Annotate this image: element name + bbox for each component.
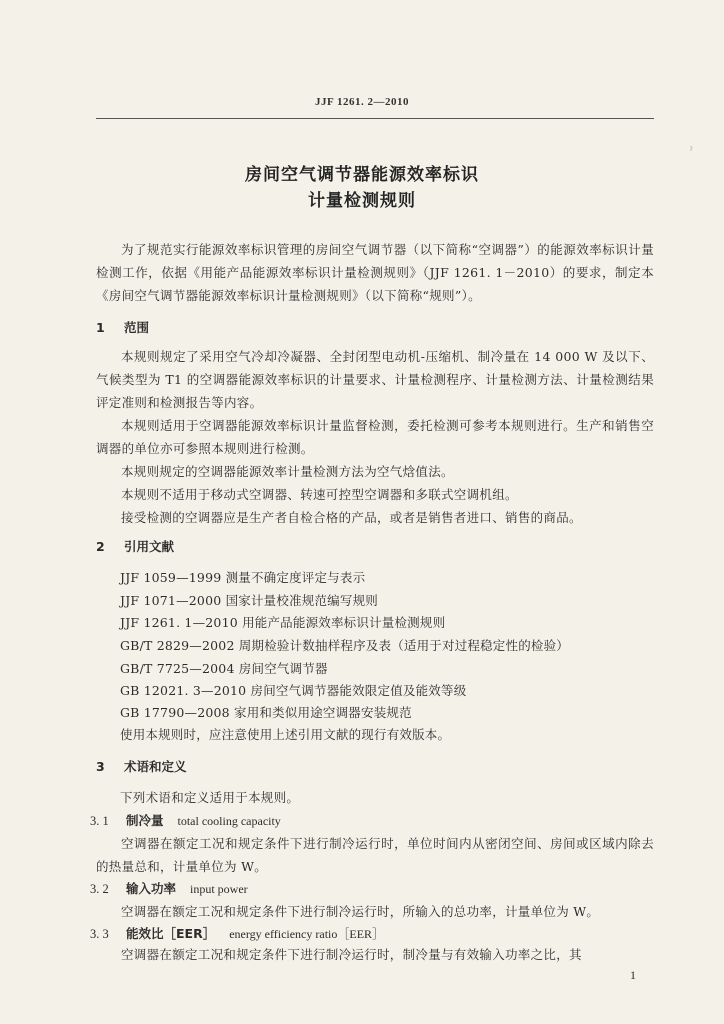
section-1-paragraph: 本规则规定了采用空气冷却冷凝器、全封闭型电动机-压缩机、制冷量在 14 000 W 及以下、气候类型为 T1 的空调器能源效率标识的计量要求、计量检测程序、计量检测方法、计量检测结果评定准则和检测报告等内容。 <box>96 349 654 410</box>
reference-item: GB/T 7725—2004 房间空气调节器 <box>120 661 328 676</box>
section-1-paragraph: 本规则不适用于移动式空调器、转速可控型空调器和多联式空调机组。 <box>121 487 518 502</box>
reference-item: JJF 1059—1999 测量不确定度评定与表示 <box>120 570 366 585</box>
standard-code-header: JJF 1261. 2—2010 <box>314 96 410 108</box>
term-number: 3. 1 <box>90 814 109 828</box>
section-title: 范围 <box>124 320 150 335</box>
document-title-line1: 房间空气调节器能源效率标识 <box>245 165 479 185</box>
term-number: 3. 3 <box>90 927 109 941</box>
term-name-en: energy efficiency ratio［EER］ <box>229 927 385 941</box>
term-definition: 空调器在额定工况和规定条件下进行制冷运行时，所输入的总功率，计量单位为 W。 <box>121 904 600 919</box>
section-title: 引用文献 <box>124 539 175 554</box>
section-1-paragraph: 本规则适用于空调器能源效率标识计量监督检测，委托检测可参考本规则进行。生产和销售空调器的单位亦可参照本规则进行检测。 <box>96 418 654 456</box>
section-3-heading <box>96 757 187 775</box>
section-3-intro: 下列术语和定义适用于本规则。 <box>120 790 300 805</box>
header-rule <box>96 118 654 119</box>
term-heading <box>90 879 248 897</box>
section-1-paragraph: 接受检测的空调器应是生产者自检合格的产品，或者是销售者进口、销售的商品。 <box>121 510 582 525</box>
section-number: 2 <box>96 539 105 554</box>
term-name-en: total cooling capacity <box>177 814 281 828</box>
term-name-en: input power <box>190 882 248 896</box>
reference-item: JJF 1071—2000 国家计量校准规范编写规则 <box>120 593 378 608</box>
margin-mark: ˀ <box>690 146 693 157</box>
section-number: 1 <box>96 320 105 335</box>
term-definition: 空调器在额定工况和规定条件下进行制冷运行时，单位时间内从密闭空间、房间或区域内除去的热量总和，计量单位为 W。 <box>96 836 654 874</box>
section-1-paragraph: 本规则规定的空调器能源效率计量检测方法为空气焓值法。 <box>121 464 454 479</box>
term-definition: 空调器在额定工况和规定条件下进行制冷运行时，制冷量与有效输入功率之比，其 <box>121 947 582 962</box>
section-title: 术语和定义 <box>124 759 187 774</box>
term-name-zh: 能效比［EER］ <box>126 926 216 941</box>
term-heading <box>90 811 281 829</box>
intro-paragraph: 为了规范实行能源效率标识管理的房间空气调节器（以下简称“空调器”）的能源效率标识计量检测工作，依据《用能产品能源效率标识计量检测规则》（JJF 1261. 1－2010）的要求，制定本《房间空气调节器能源效率标识计量检测规则》（以下简称“规则”）。 <box>96 242 654 303</box>
document-title-line2: 计量检测规则 <box>308 191 416 211</box>
reference-note: 使用本规则时，应注意使用上述引用文献的现行有效版本。 <box>120 727 451 742</box>
reference-item: GB 17790—2008 家用和类似用途空调器安装规范 <box>120 705 412 720</box>
term-name-zh: 输入功率 <box>126 881 177 896</box>
reference-item: GB 12021. 3—2010 房间空气调节器能效限定值及能效等级 <box>120 683 467 698</box>
section-1-heading <box>96 318 149 336</box>
page-number: 1 <box>630 968 636 982</box>
term-heading <box>90 924 384 942</box>
reference-item: GB/T 2829—2002 周期检验计数抽样程序及表（适用于对过程稳定性的检验） <box>120 638 569 653</box>
term-name-zh: 制冷量 <box>126 813 164 828</box>
reference-item: JJF 1261. 1—2010 用能产品能源效率标识计量检测规则 <box>120 615 446 630</box>
term-number: 3. 2 <box>90 882 109 896</box>
section-number: 3 <box>96 759 105 774</box>
section-2-heading <box>96 537 174 555</box>
